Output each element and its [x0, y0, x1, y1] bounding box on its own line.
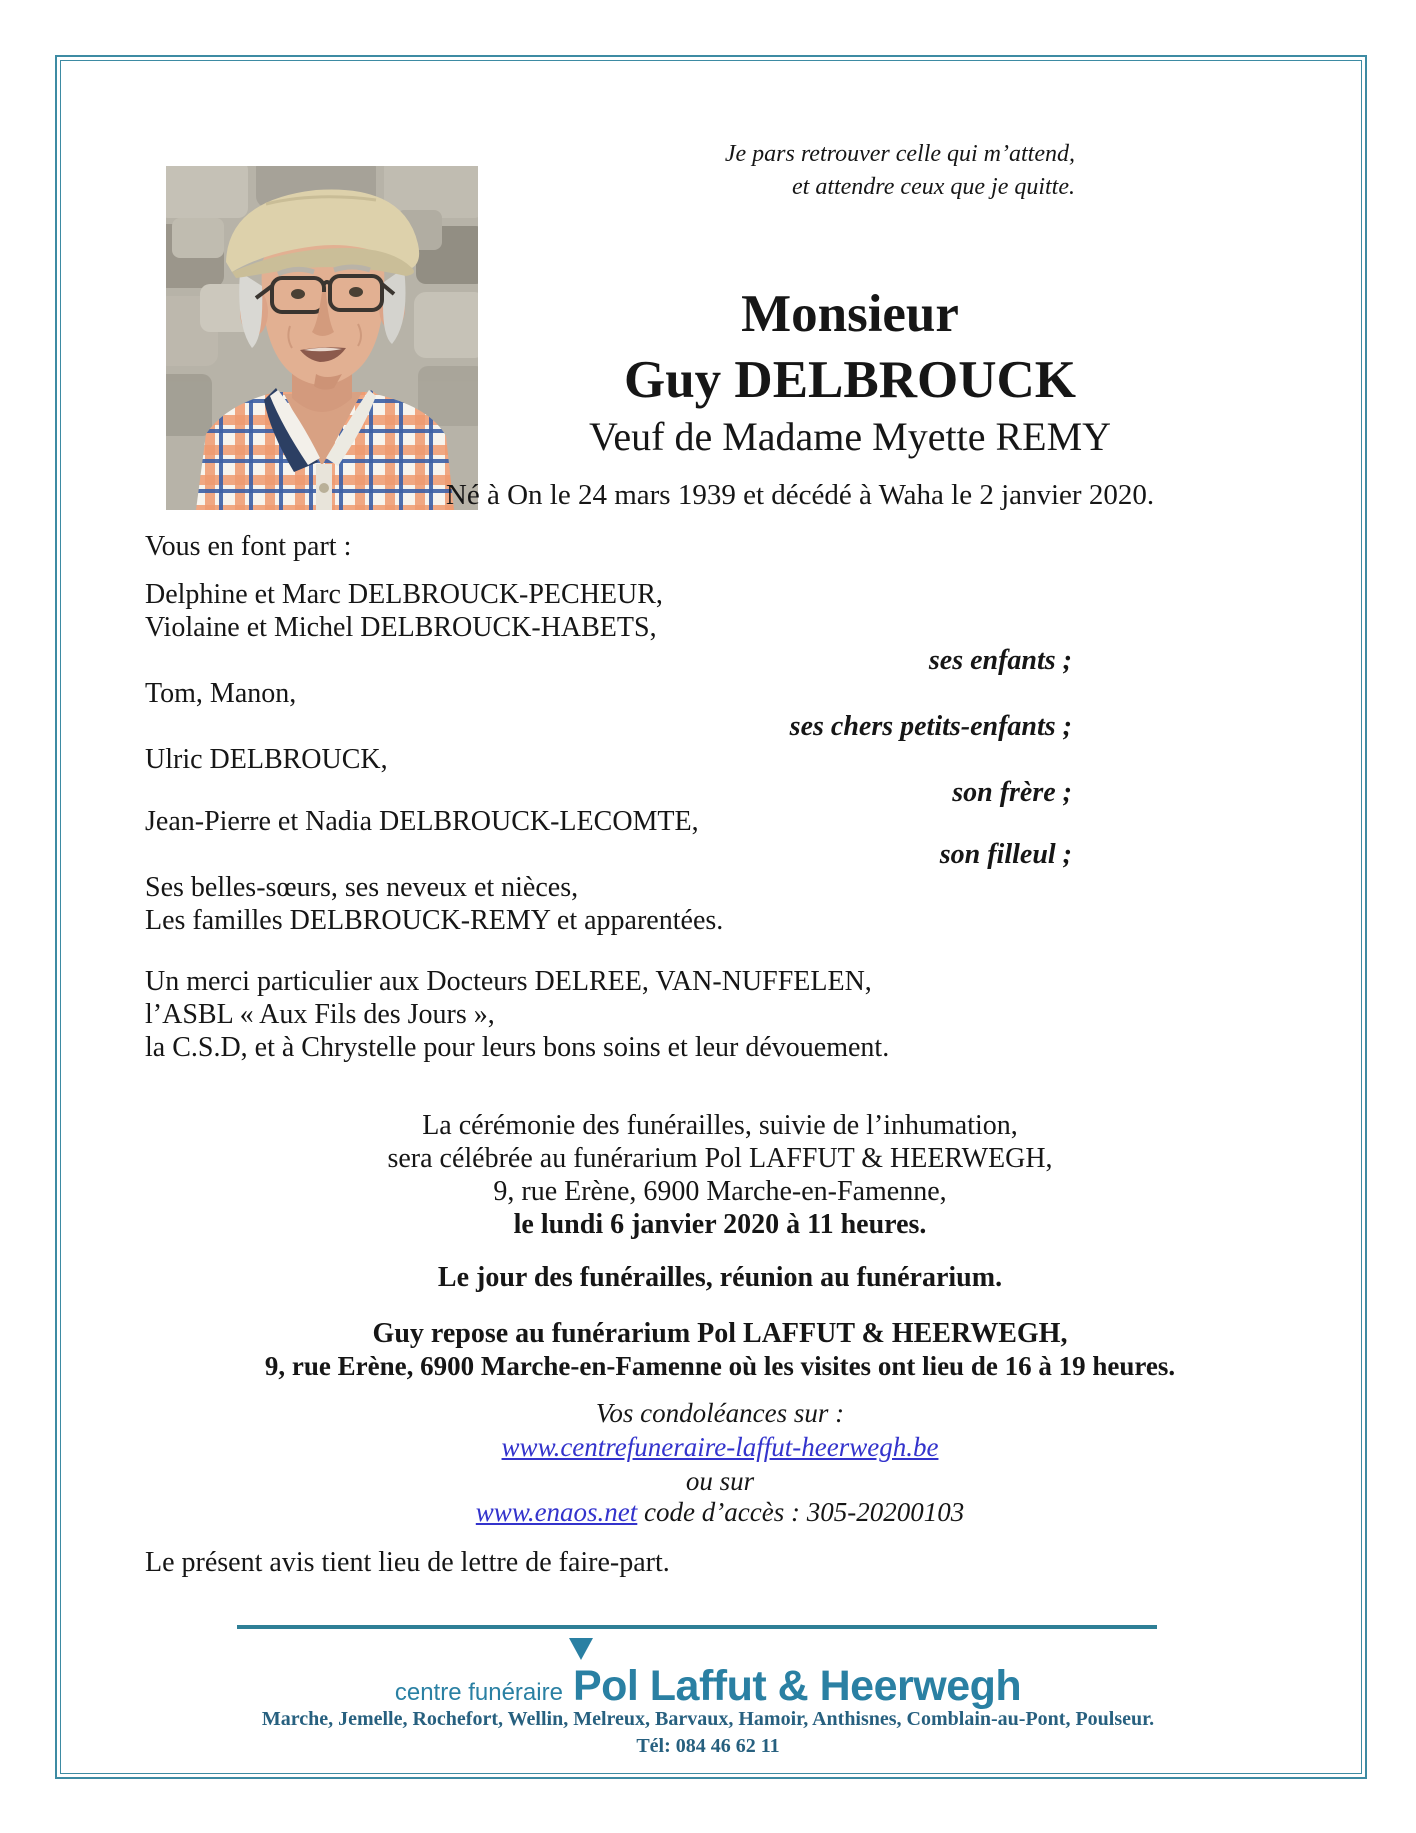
relation-children: ses enfants ; [928, 645, 1072, 676]
epitaph-quote [560, 138, 1075, 204]
enaos-link[interactable]: www.enaos.net [475, 1497, 638, 1527]
brand-small-label: centre funéraire [394, 1679, 563, 1706]
epitaph-quote-line1: Je pars retrouver celle qui m’attend, [724, 141, 1075, 167]
footer-phone: Tél: 084 46 62 11 [636, 1735, 780, 1757]
family-grandchildren-line: Tom, Manon, [145, 678, 297, 709]
family-extra-line2: Les familles DELBROUCK-REMY et apparentées. [145, 905, 724, 936]
title-block [480, 281, 1220, 459]
announcement-intro: Vous en font part : [145, 531, 352, 562]
birth-death-dates: Né à On le 24 mars 1939 et décédé à Waha le 2 janvier 2020. [445, 479, 1155, 511]
condolences-link2-line [145, 1497, 1295, 1528]
portrait-illustration [166, 166, 478, 510]
triangle-logo-icon [569, 1638, 593, 1660]
brand-name-text: Pol Laffut & Heerwegh [572, 1662, 1022, 1710]
ceremony-line2: sera célébrée au funérarium Pol LAFFUT & HEERWEGH, [387, 1143, 1053, 1174]
ceremony-line1: La cérémonie des funérailles, suivie de l’inhumation, [422, 1110, 1018, 1141]
repose-line2: 9, rue Erène, 6900 Marche-en-Famenne où les visites ont lieu de 16 à 19 heures. [264, 1351, 1176, 1381]
family-children-line2: Violaine et Michel DELBROUCK-HABETS, [145, 612, 657, 643]
condolences-website-link[interactable]: www.centrefuneraire-laffut-heerwegh.be [501, 1432, 939, 1462]
salutation: Monsieur [741, 285, 959, 343]
relation-brother: son frère ; [952, 777, 1072, 808]
brand-name [573, 1662, 1021, 1711]
ceremony-line3: 9, rue Erène, 6900 Marche-en-Famenne, [493, 1176, 947, 1207]
relation-grandchildren: ses chers petits-enfants ; [789, 711, 1072, 742]
family-godson-line: Jean-Pierre et Nadia DELBROUCK-LECOMTE, [145, 806, 699, 837]
deceased-portrait-photo [166, 166, 478, 510]
repose-line1: Guy repose au funérarium Pol LAFFUT & HEERWEGH, [372, 1318, 1068, 1349]
thanks-line1: Un merci particulier aux Docteurs DELREE, VAN-NUFFELEN, [145, 966, 872, 997]
thanks-line2: l’ASBL « Aux Fils des Jours », [145, 999, 495, 1030]
ceremony-date-line: le lundi 6 janvier 2020 à 11 heures. [513, 1209, 927, 1240]
epitaph-quote-line2: et attendre ceux que je quitte. [792, 174, 1075, 200]
footer-divider-rule [237, 1625, 1157, 1629]
legal-notice: Le présent avis tient lieu de lettre de faire-part. [145, 1547, 670, 1578]
meeting-line: Le jour des funérailles, réunion au funérarium. [437, 1262, 1003, 1293]
widower-subtitle: Veuf de Madame Myette REMY [588, 414, 1112, 459]
family-extra-line1: Ses belles-sœurs, ses neveux et nièces, [145, 872, 579, 903]
thanks-line3: la C.S.D, et à Chrystelle pour leurs bons soins et leur dévouement. [145, 1032, 890, 1063]
condolences-or: ou sur [685, 1466, 755, 1496]
funeral-home-logo [0, 1662, 1416, 1711]
deceased-name: Guy DELBROUCK [623, 351, 1077, 409]
relation-godson: son filleul ; [939, 839, 1072, 870]
family-brother-line: Ulric DELBROUCK, [145, 744, 388, 775]
condolences-link1-line [145, 1432, 1295, 1463]
condolences-intro: Vos condoléances sur : [595, 1398, 845, 1428]
footer-locations: Marche, Jemelle, Rochefort, Wellin, Melreux, Barvaux, Hamoir, Anthisnes, Comblain-au-Pont, Poulseur. [261, 1708, 1155, 1730]
family-children-line1: Delphine et Marc DELBROUCK-PECHEUR, [145, 579, 663, 610]
access-code: code d’accès : 305-20200103 [644, 1497, 965, 1527]
